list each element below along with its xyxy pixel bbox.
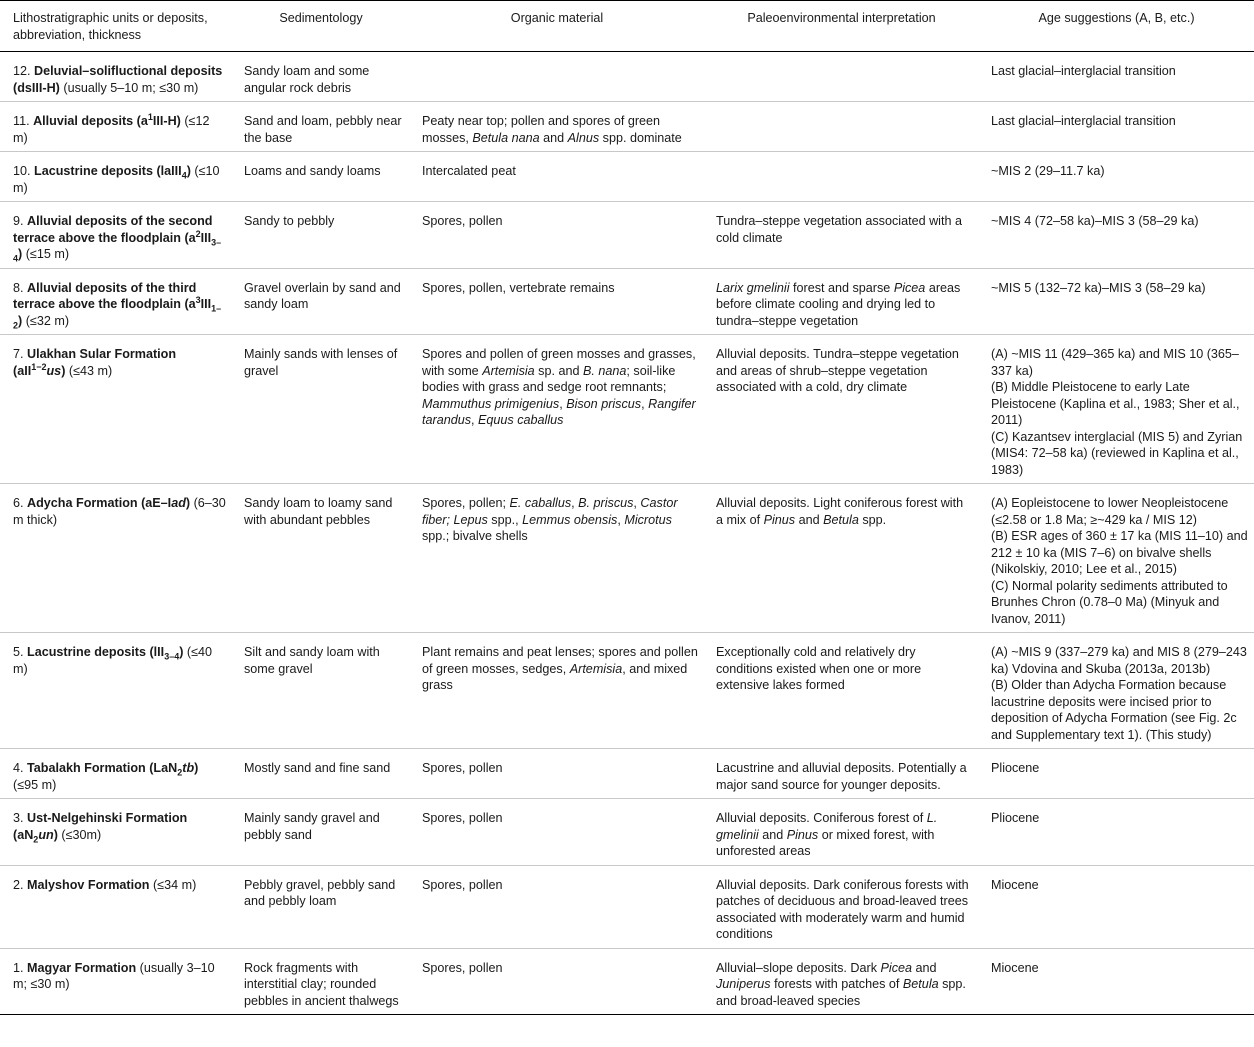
unit-name: Malyshov Formation: [27, 877, 150, 892]
organic-cell: Plant remains and peat lenses; spores and pollen of green mosses, sedges, Artemisia, and mixed grass: [410, 633, 704, 749]
unit-cell: 4. Tabalakh Formation (LaN$_2$tb) (≤95 m): [0, 749, 232, 799]
sedimentology-cell: Sandy loam and some angular rock debris: [232, 52, 410, 102]
age-cell: (A) ~MIS 11 (429–365 ka) and MIS 10 (365–337 ka) (B) Middle Pleistocene to early Late Pleistocene (Kaplina et al., 1983; Sher et al., 2011) (C) Kazantsev interglacial (MIS 5) and Zyrian (MIS4: 72–58 ka) (reviewed in Kaplina et al., 1983): [979, 335, 1254, 484]
paleo-cell: [704, 52, 979, 102]
sedimentology-cell: Pebbly gravel, pebbly sand and pebbly loam: [232, 865, 410, 948]
unit-cell: 3. Ust-Nelgehinski Formation $(aN_2un)$ (≤30m): [0, 799, 232, 866]
sedimentology-cell: Mainly sandy gravel and pebbly sand: [232, 799, 410, 866]
paleo-cell: Tundra–steppe vegetation associated with a cold climate: [704, 202, 979, 269]
paleo-cell: Alluvial deposits. Coniferous forest of L. gmelinii and Pinus or mixed forest, with unforested areas: [704, 799, 979, 866]
age-cell: (A) ~MIS 9 (337–279 ka) and MIS 8 (279–243 ka) Vdovina and Skuba (2013a, 2013b) (B) Older than Adycha Formation because lacustrine deposits were incised prior to deposition of Adycha Formation (see Fig. 2c and Supplementary text 1). (This study): [979, 633, 1254, 749]
unit-cell: 10. Lacustrine deposits (laIII$_4$) (≤10 m): [0, 152, 232, 202]
table-row: [0, 484, 1254, 633]
unit-name: Magyar Formation: [27, 960, 137, 975]
unit-name: Alluvial deposits of the second terrace above the floodplain $(a^2III_{3-4})$: [13, 214, 222, 264]
sedimentology-cell: Mainly sands with lenses of gravel: [232, 335, 410, 484]
unit-name: Ust-Nelgehinski Formation $(aN_2un)$: [13, 811, 188, 845]
age-cell: ~MIS 4 (72–58 ka)–MIS 3 (58–29 ka): [979, 202, 1254, 269]
sedimentology-cell: Rock fragments with interstitial clay; rounded pebbles in ancient thalwegs: [232, 948, 410, 1015]
table-row: [0, 102, 1254, 152]
unit-cell: 7. Ulakhan Sular Formation (aII$^{1-2}$us) (≤43 m): [0, 335, 232, 484]
age-cell: (A) Eopleistocene to lower Neopleistocene (≤2.58 or 1.8 Ma; ≥~429 ka / MIS 12) (B) ESR ages of 360 ± 17 ka (MIS 11–10) and 212 ± 10 ka (MIS 7–6) on bivalve shells (Nikolskiy, 2010; Lee et al., 2015) (C) Normal polarity sediments attributed to Brunhes Chron (0.78–0 Ma) (Minyuk and Ivanov, 2011): [979, 484, 1254, 633]
paleo-cell: Lacustrine and alluvial deposits. Potentially a major sand source for younger deposits.: [704, 749, 979, 799]
paleo-cell: Exceptionally cold and relatively dry conditions existed when one or more extensive lakes formed: [704, 633, 979, 749]
table-row: [0, 633, 1254, 749]
unit-cell: 9. Alluvial deposits of the second terrace above the floodplain $(a^2III_{3-4})$ (≤15 m): [0, 202, 232, 269]
unit-cell: 6. Adycha Formation (aE–Iad) (6–30 m thick): [0, 484, 232, 633]
paleo-cell: Alluvial deposits. Dark coniferous forests with patches of deciduous and broad-leaved trees associated with moderately warm and humid conditions: [704, 865, 979, 948]
age-cell: ~MIS 2 (29–11.7 ka): [979, 152, 1254, 202]
age-cell: ~MIS 5 (132–72 ka)–MIS 3 (58–29 ka): [979, 268, 1254, 335]
paleo-cell: Alluvial–slope deposits. Dark Picea and Juniperus forests with patches of Betula spp. and broad-leaved species: [704, 948, 979, 1015]
organic-cell: [410, 52, 704, 102]
sedimentology-cell: Silt and sandy loam with some gravel: [232, 633, 410, 749]
sedimentology-cell: Loams and sandy loams: [232, 152, 410, 202]
unit-cell: 2. Malyshov Formation (≤34 m): [0, 865, 232, 948]
age-cell: Pliocene: [979, 799, 1254, 866]
paleo-cell: [704, 102, 979, 152]
table-row: [0, 749, 1254, 799]
sedimentology-cell: Sandy to pebbly: [232, 202, 410, 269]
table-row: [0, 152, 1254, 202]
sedimentology-cell: Sand and loam, pebbly near the base: [232, 102, 410, 152]
unit-name: Adycha Formation (aE–Iad): [27, 496, 191, 510]
sedimentology-cell: Mostly sand and fine sand: [232, 749, 410, 799]
organic-cell: Intercalated peat: [410, 152, 704, 202]
organic-cell: Spores, pollen; E. caballus, B. priscus, Castor fiber; Lepus spp., Lemmus obensis, Microtus spp.; bivalve shells: [410, 484, 704, 633]
table-row: [0, 865, 1254, 948]
organic-cell: Spores, pollen: [410, 799, 704, 866]
table-row: [0, 202, 1254, 269]
header-organic-material: Organic material: [410, 1, 704, 52]
unit-name: Lacustrine deposits (lII$_{3-4}$): [27, 645, 184, 662]
table-row: [0, 52, 1254, 102]
unit-cell: 5. Lacustrine deposits (lII$_{3-4}$) (≤40 m): [0, 633, 232, 749]
age-cell: Last glacial–interglacial transition: [979, 52, 1254, 102]
paleo-cell: [704, 152, 979, 202]
paleo-cell: Alluvial deposits. Light coniferous forest with a mix of Pinus and Betula spp.: [704, 484, 979, 633]
unit-name: Lacustrine deposits (laIII$_4$): [34, 164, 191, 181]
unit-cell: 8. Alluvial deposits of the third terrace above the floodplain $(a^3III_{1-2})$ (≤32 m): [0, 268, 232, 335]
organic-cell: Spores, pollen, vertebrate remains: [410, 268, 704, 335]
table-header-row: [0, 1, 1254, 52]
sedimentology-cell: Sandy loam to loamy sand with abundant pebbles: [232, 484, 410, 633]
age-cell: Miocene: [979, 948, 1254, 1015]
unit-name: Ulakhan Sular Formation (aII$^{1-2}$us): [13, 347, 177, 378]
paleo-cell: Larix gmelinii forest and sparse Picea areas before climate cooling and drying led to tundra–steppe vegetation: [704, 268, 979, 335]
age-cell: Pliocene: [979, 749, 1254, 799]
organic-cell: Spores, pollen: [410, 948, 704, 1015]
unit-cell: 12. Deluvial–solifluctional deposits (dsIII-H) (usually 5–10 m; ≤30 m): [0, 52, 232, 102]
age-cell: Last glacial–interglacial transition: [979, 102, 1254, 152]
unit-cell: 11. Alluvial deposits $(a^1III-H)$ (≤12 m): [0, 102, 232, 152]
paleo-cell: Alluvial deposits. Tundra–steppe vegetation and areas of shrub–steppe vegetation associated with a cold, dry climate: [704, 335, 979, 484]
unit-name: Deluvial–solifluctional deposits (dsIII-H): [13, 64, 223, 95]
header-paleoenvironment: Paleoenvironmental interpretation: [704, 1, 979, 52]
organic-cell: Peaty near top; pollen and spores of green mosses, Betula nana and Alnus spp. dominate: [410, 102, 704, 152]
header-sedimentology: Sedimentology: [232, 1, 410, 52]
organic-cell: Spores and pollen of green mosses and grasses, with some Artemisia sp. and B. nana; soil-like bodies with grass and sedge root remnants; Mammuthus primigenius, Bison priscus, Rangifer tarandus, Equus caballus: [410, 335, 704, 484]
header-units: Lithostratigraphic units or deposits, abbreviation, thickness: [0, 1, 232, 52]
unit-name: Alluvial deposits $(a^1III-H)$: [33, 111, 181, 128]
organic-cell: Spores, pollen: [410, 865, 704, 948]
header-age: Age suggestions (A, B, etc.): [979, 1, 1254, 52]
table-row: [0, 799, 1254, 866]
table-row: [0, 335, 1254, 484]
age-cell: Miocene: [979, 865, 1254, 948]
unit-name: Alluvial deposits of the third terrace above the floodplain $(a^3III_{1-2})$: [13, 280, 222, 331]
table-row: [0, 948, 1254, 1015]
unit-name: Tabalakh Formation (LaN$_2$tb): [27, 761, 199, 778]
table-row: [0, 268, 1254, 335]
organic-cell: Spores, pollen: [410, 202, 704, 269]
sedimentology-cell: Gravel overlain by sand and sandy loam: [232, 268, 410, 335]
organic-cell: Spores, pollen: [410, 749, 704, 799]
unit-cell: 1. Magyar Formation (usually 3–10 m; ≤30 m): [0, 948, 232, 1015]
